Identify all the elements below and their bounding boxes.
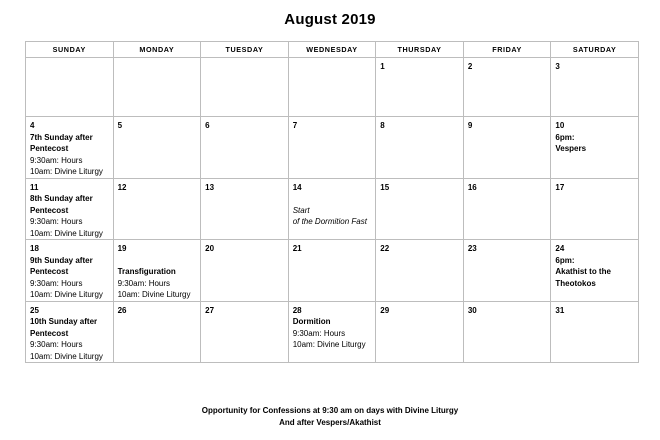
event-line: Akathist to the xyxy=(555,267,611,276)
weekday-header-wednesday: WEDNESDAY xyxy=(288,42,376,58)
calendar-week-row xyxy=(26,178,639,240)
weekday-header-monday: MONDAY xyxy=(113,42,201,58)
event-line: of the Dormition Fast xyxy=(292,217,367,226)
day-number: 6 xyxy=(205,121,210,130)
event-line: Vespers xyxy=(555,144,587,153)
calendar-day-cell xyxy=(551,117,639,179)
day-number: 4 xyxy=(30,121,35,130)
day-number: 1 xyxy=(380,62,385,71)
day-number: 27 xyxy=(205,305,215,315)
day-number: 30 xyxy=(467,305,477,315)
calendar-day-cell xyxy=(376,178,464,240)
calendar-day-cell xyxy=(26,58,114,117)
calendar-day-cell xyxy=(463,58,551,117)
calendar-day-cell xyxy=(113,240,201,302)
calendar-day-cell xyxy=(201,301,289,363)
event-line: Theotokos xyxy=(555,278,596,288)
day-number: 9 xyxy=(467,121,473,130)
event-line: Pentecost xyxy=(30,144,69,153)
calendar-day-cell xyxy=(551,58,639,117)
calendar-day-cell xyxy=(551,178,639,240)
calendar-week-row xyxy=(26,58,639,117)
day-number: 22 xyxy=(380,244,390,253)
weekday-header-thursday: THURSDAY xyxy=(376,42,464,58)
event-line: 9:30am: Hours xyxy=(292,328,346,338)
weekday-header-row xyxy=(26,42,639,58)
line-spacer xyxy=(293,193,373,205)
calendar-week-row xyxy=(26,117,639,179)
event-line: 9:30am: Hours xyxy=(30,278,83,288)
calendar-title: August 2019 xyxy=(284,11,376,28)
event-line: 7th Sunday after xyxy=(30,132,93,142)
day-number: 20 xyxy=(205,244,215,253)
calendar-day-cell xyxy=(26,178,114,240)
day-number: 29 xyxy=(380,305,390,315)
day-number: 16 xyxy=(467,182,477,192)
event-line: Pentecost xyxy=(30,328,69,338)
calendar-day-cell xyxy=(463,301,551,363)
event-line: 10am: Divine Liturgy xyxy=(292,340,366,349)
day-number: 13 xyxy=(205,182,215,192)
event-line: 9:30am: Hours xyxy=(30,217,83,226)
calendar-day-cell xyxy=(288,301,376,363)
calendar-week-row xyxy=(26,240,639,302)
day-number: 10 xyxy=(555,121,565,130)
confession-note-line-2: And after Vespers/Akathist xyxy=(279,418,381,427)
day-number: 11 xyxy=(30,182,39,192)
calendar-week-row xyxy=(26,301,639,363)
calendar-day-cell xyxy=(201,117,289,179)
calendar-day-cell xyxy=(201,178,289,240)
line-spacer xyxy=(118,255,198,267)
day-number: 14 xyxy=(292,182,302,192)
day-number: 24 xyxy=(555,244,565,253)
event-line: 9:30am: Hours xyxy=(30,155,83,165)
event-line: 10am: Divine Liturgy xyxy=(30,290,103,299)
day-number: 5 xyxy=(117,121,123,130)
calendar-day-cell xyxy=(376,58,464,117)
calendar-grid xyxy=(25,41,639,363)
calendar-day-cell xyxy=(376,301,464,363)
day-number: 25 xyxy=(30,305,39,315)
day-number: 19 xyxy=(117,244,127,253)
event-line: 6pm: xyxy=(555,255,575,265)
event-line: 9:30am: Hours xyxy=(30,340,83,349)
weekday-header-friday: FRIDAY xyxy=(463,42,551,58)
day-number: 31 xyxy=(555,305,565,315)
calendar-day-cell xyxy=(113,301,201,363)
calendar-day-cell xyxy=(551,301,639,363)
calendar-day-cell xyxy=(288,178,376,240)
calendar-day-cell xyxy=(463,117,551,179)
event-line: 10am: Divine Liturgy xyxy=(30,228,103,238)
day-number: 28 xyxy=(292,305,302,315)
event-line: 9th Sunday after xyxy=(30,255,93,265)
event-line: 10am: Divine Liturgy xyxy=(30,167,103,176)
day-number: 8 xyxy=(380,121,385,130)
calendar-day-cell xyxy=(26,301,114,363)
event-line: Dormition xyxy=(292,317,331,326)
event-line: Pentecost xyxy=(30,205,69,215)
calendar-day-cell xyxy=(376,240,464,302)
event-line: Transfiguration xyxy=(117,267,176,276)
day-number: 18 xyxy=(30,244,39,253)
calendar-day-cell xyxy=(113,58,201,117)
event-line: 8th Sunday after xyxy=(30,194,93,203)
calendar-day-cell xyxy=(551,240,639,302)
day-number: 21 xyxy=(292,244,302,253)
event-line: 10am: Divine Liturgy xyxy=(30,351,103,361)
day-number: 2 xyxy=(467,62,473,71)
weekday-header-sunday: SUNDAY xyxy=(26,42,114,58)
confession-note xyxy=(0,405,660,429)
event-line: 9:30am: Hours xyxy=(117,278,171,288)
calendar-day-cell xyxy=(463,178,551,240)
day-number: 15 xyxy=(380,182,390,192)
event-line: Pentecost xyxy=(30,267,69,276)
day-number: 12 xyxy=(117,182,127,192)
day-number: 17 xyxy=(555,182,565,192)
calendar-day-cell xyxy=(288,58,376,117)
calendar-day-cell xyxy=(463,240,551,302)
calendar-day-cell xyxy=(288,240,376,302)
event-line: 10th Sunday after xyxy=(30,317,98,326)
calendar-day-cell xyxy=(26,117,114,179)
calendar-day-cell xyxy=(113,178,201,240)
day-number: 3 xyxy=(555,62,560,71)
day-number: 23 xyxy=(467,244,477,253)
calendar-day-cell xyxy=(26,240,114,302)
calendar-day-cell xyxy=(113,117,201,179)
day-number: 26 xyxy=(117,305,127,315)
calendar-day-cell xyxy=(201,240,289,302)
confession-note-line-1: Opportunity for Confessions at 9:30 am on days with Divine Liturgy xyxy=(201,406,459,415)
event-line: 10am: Divine Liturgy xyxy=(117,290,191,299)
event-line: 6pm: xyxy=(555,132,575,142)
weekday-header-saturday: SATURDAY xyxy=(551,42,639,58)
calendar-day-cell xyxy=(201,58,289,117)
calendar-day-cell xyxy=(288,117,376,179)
day-number: 7 xyxy=(292,121,298,130)
calendar-day-cell xyxy=(376,117,464,179)
event-line: Start xyxy=(292,205,310,215)
calendar-body xyxy=(26,58,639,363)
weekday-header-tuesday: TUESDAY xyxy=(201,42,289,58)
